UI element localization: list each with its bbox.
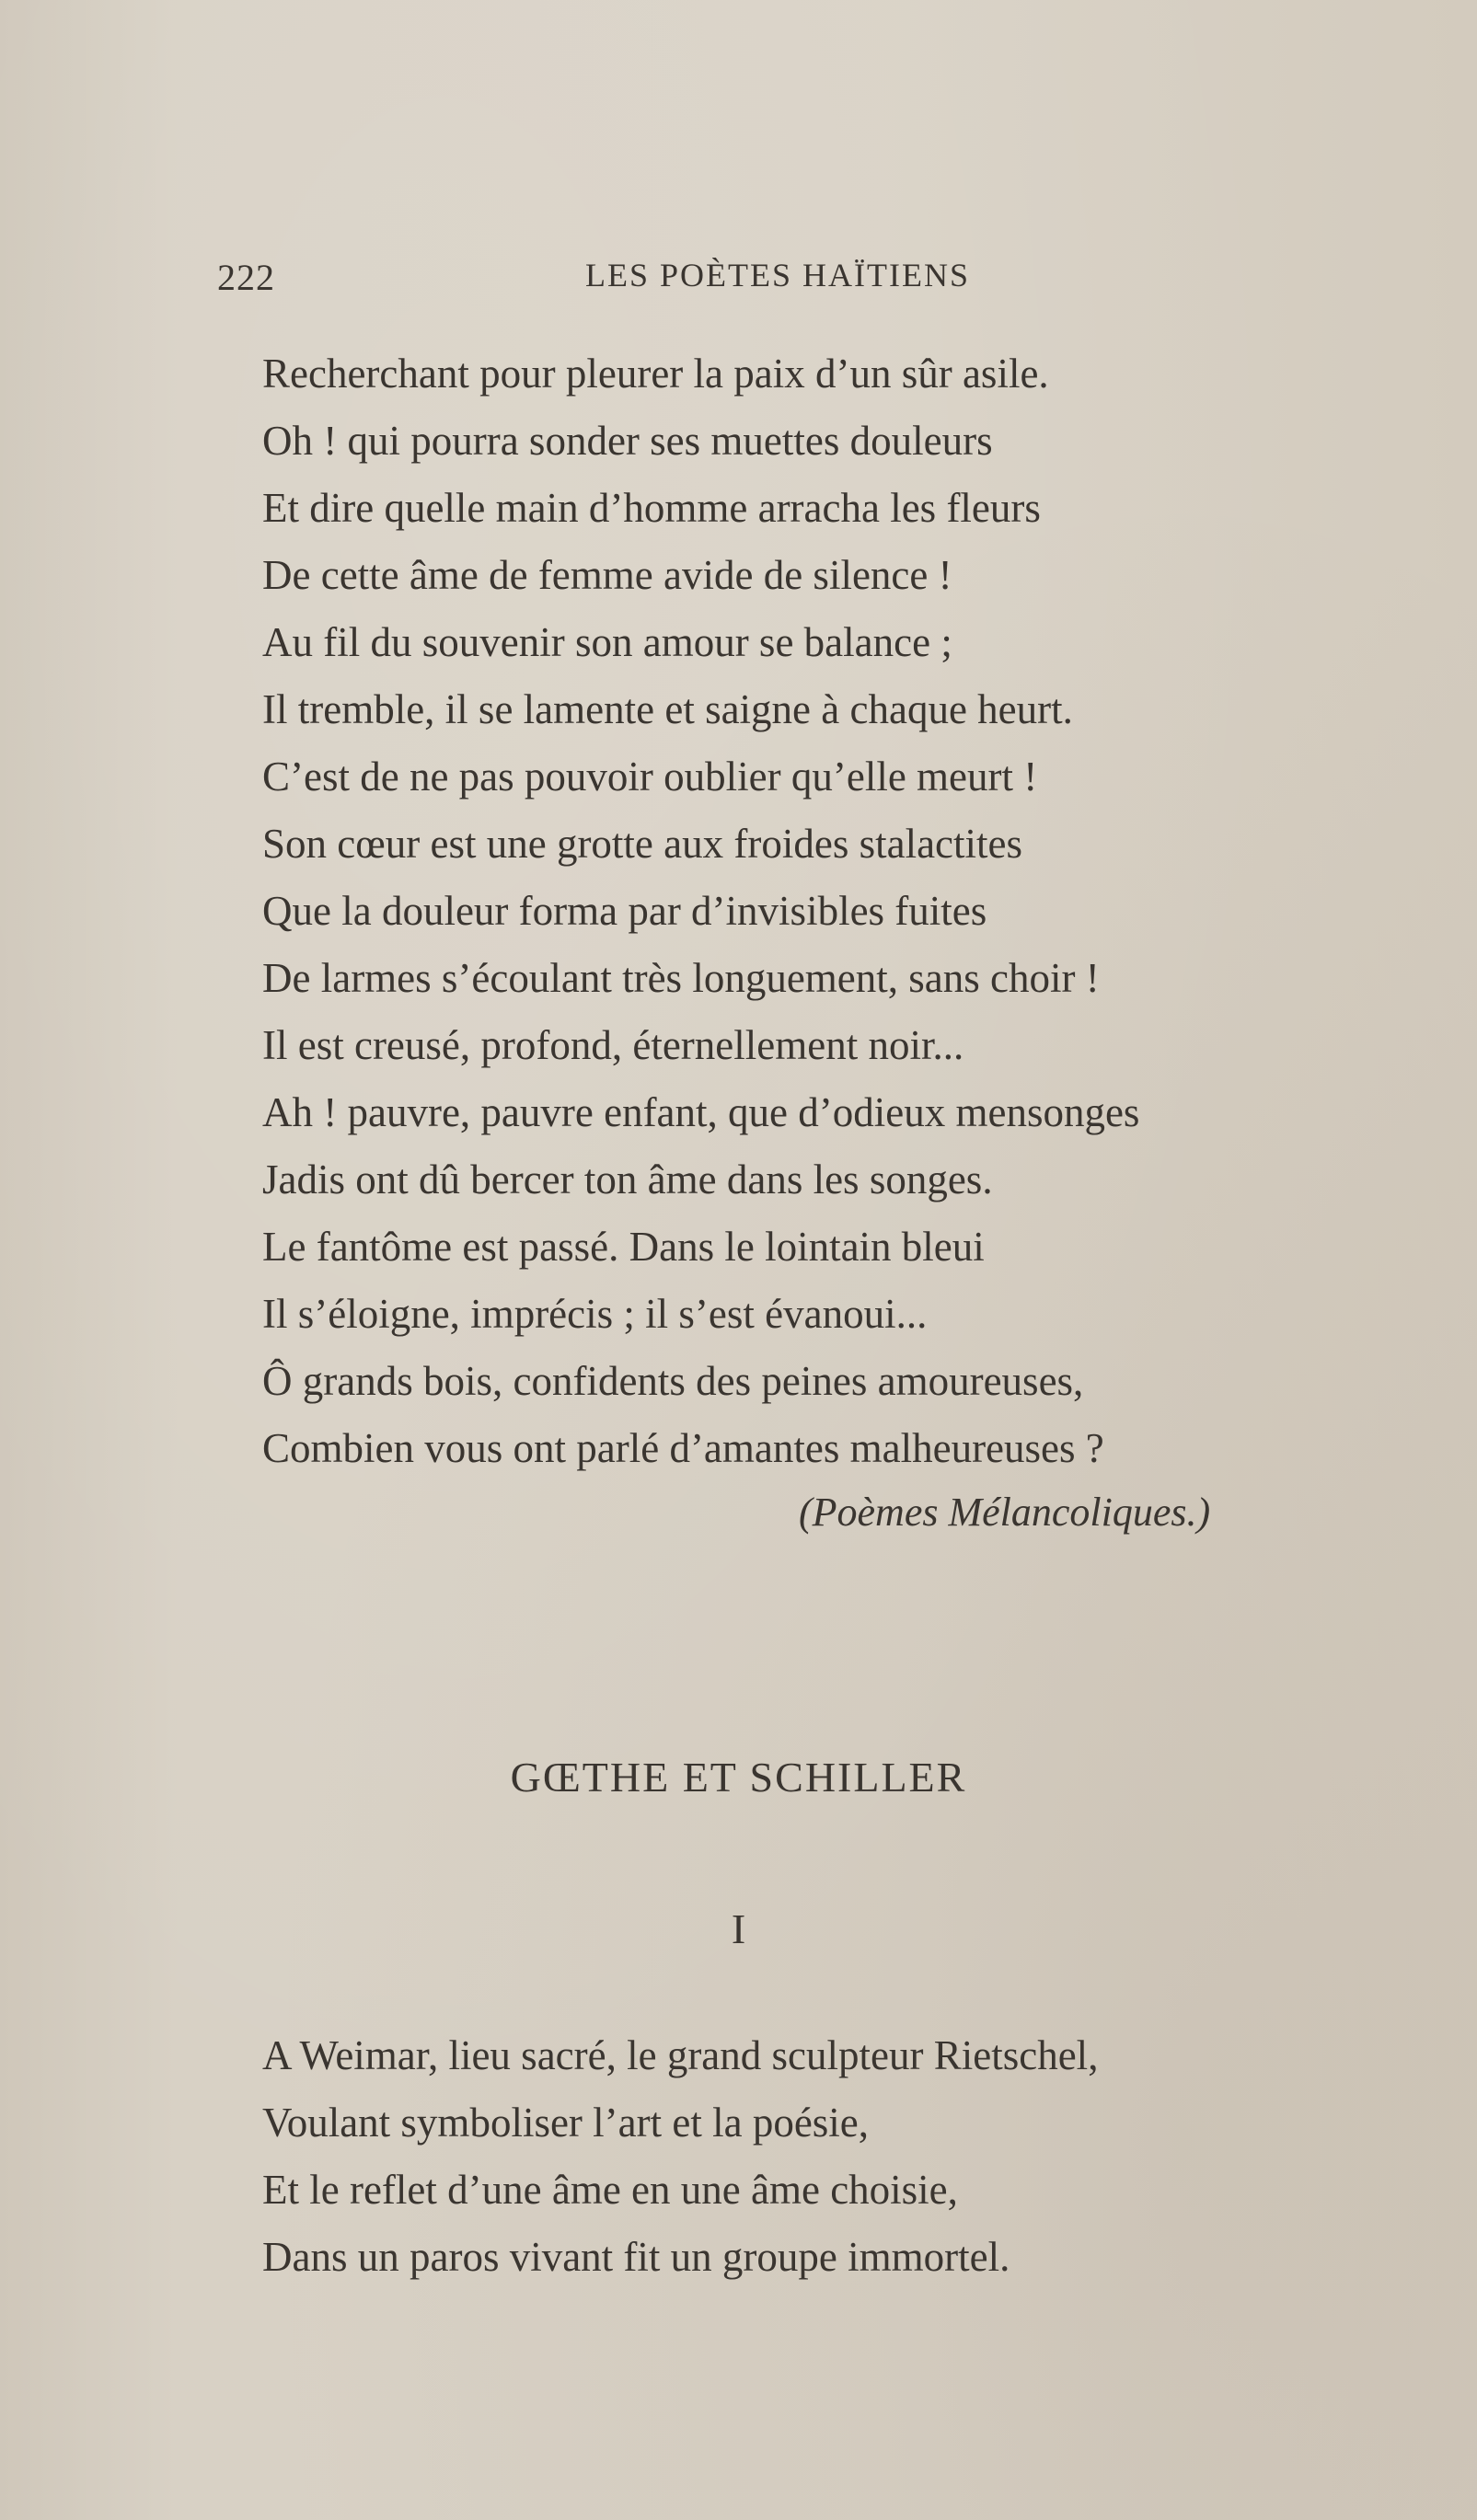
verse-line: Ah ! pauvre, pauvre enfant, que d’odieux mensonges xyxy=(262,1089,1140,1135)
verse-line: Voulant symboliser l’art et la poésie, xyxy=(262,2100,870,2146)
verse-line: De cette âme de femme avide de silence ! xyxy=(262,552,952,598)
poem-continued xyxy=(262,340,1413,1482)
verse-line: Le fantôme est passé. Dans le lointain bleui xyxy=(262,1224,985,1270)
verse-line: A Weimar, lieu sacré, le grand sculpteur Rietschel, xyxy=(262,2032,1099,2078)
verse-line: Au fil du souvenir son amour se balance ; xyxy=(262,619,952,665)
verse-line: C’est de ne pas pouvoir oublier qu’elle meurt ! xyxy=(262,754,1038,800)
verse-line: Il est creusé, profond, éternellement noir... xyxy=(262,1022,964,1068)
verse-line: Oh ! qui pourra sonder ses muettes douleurs xyxy=(262,418,993,464)
new-poem-body xyxy=(262,2022,1413,2291)
verse-line: Il tremble, il se lamente et saigne à chaque heurt. xyxy=(262,686,1073,732)
verse-line: Combien vous ont parlé d’amantes malheureuses ? xyxy=(262,1425,1104,1471)
verse-line: De larmes s’écoulant très longuement, sans choir ! xyxy=(262,955,1100,1001)
verse-line: Il s’éloigne, imprécis ; il s’est évanoui... xyxy=(262,1291,928,1337)
poem-title: GŒTHE ET SCHILLER xyxy=(510,1754,967,1801)
poem-attribution: (Poèmes Mélancoliques.) xyxy=(799,1490,1211,1535)
running-head xyxy=(217,256,1137,302)
verse-line: Recherchant pour pleurer la paix d’un sûr asile. xyxy=(262,351,1049,397)
verse-line: Ô grands bois, confidents des peines amoureuses, xyxy=(262,1358,1084,1404)
page-number: 222 xyxy=(217,257,275,298)
section-number: I xyxy=(731,1905,746,1952)
verse-line: Et le reflet d’une âme en une âme choisie, xyxy=(262,2167,958,2213)
verse-line: Dans un paros vivant fit un groupe immortel. xyxy=(262,2234,1010,2280)
verse-line: Son cœur est une grotte aux froides stalactites xyxy=(262,821,1023,867)
running-title: LES POÈTES HAÏTIENS xyxy=(585,257,970,293)
verse-line: Que la douleur forma par d’invisibles fuites xyxy=(262,888,987,934)
verse-line: Et dire quelle main d’homme arracha les fleurs xyxy=(262,485,1041,531)
verse-line: Jadis ont dû bercer ton âme dans les songes. xyxy=(262,1156,993,1202)
